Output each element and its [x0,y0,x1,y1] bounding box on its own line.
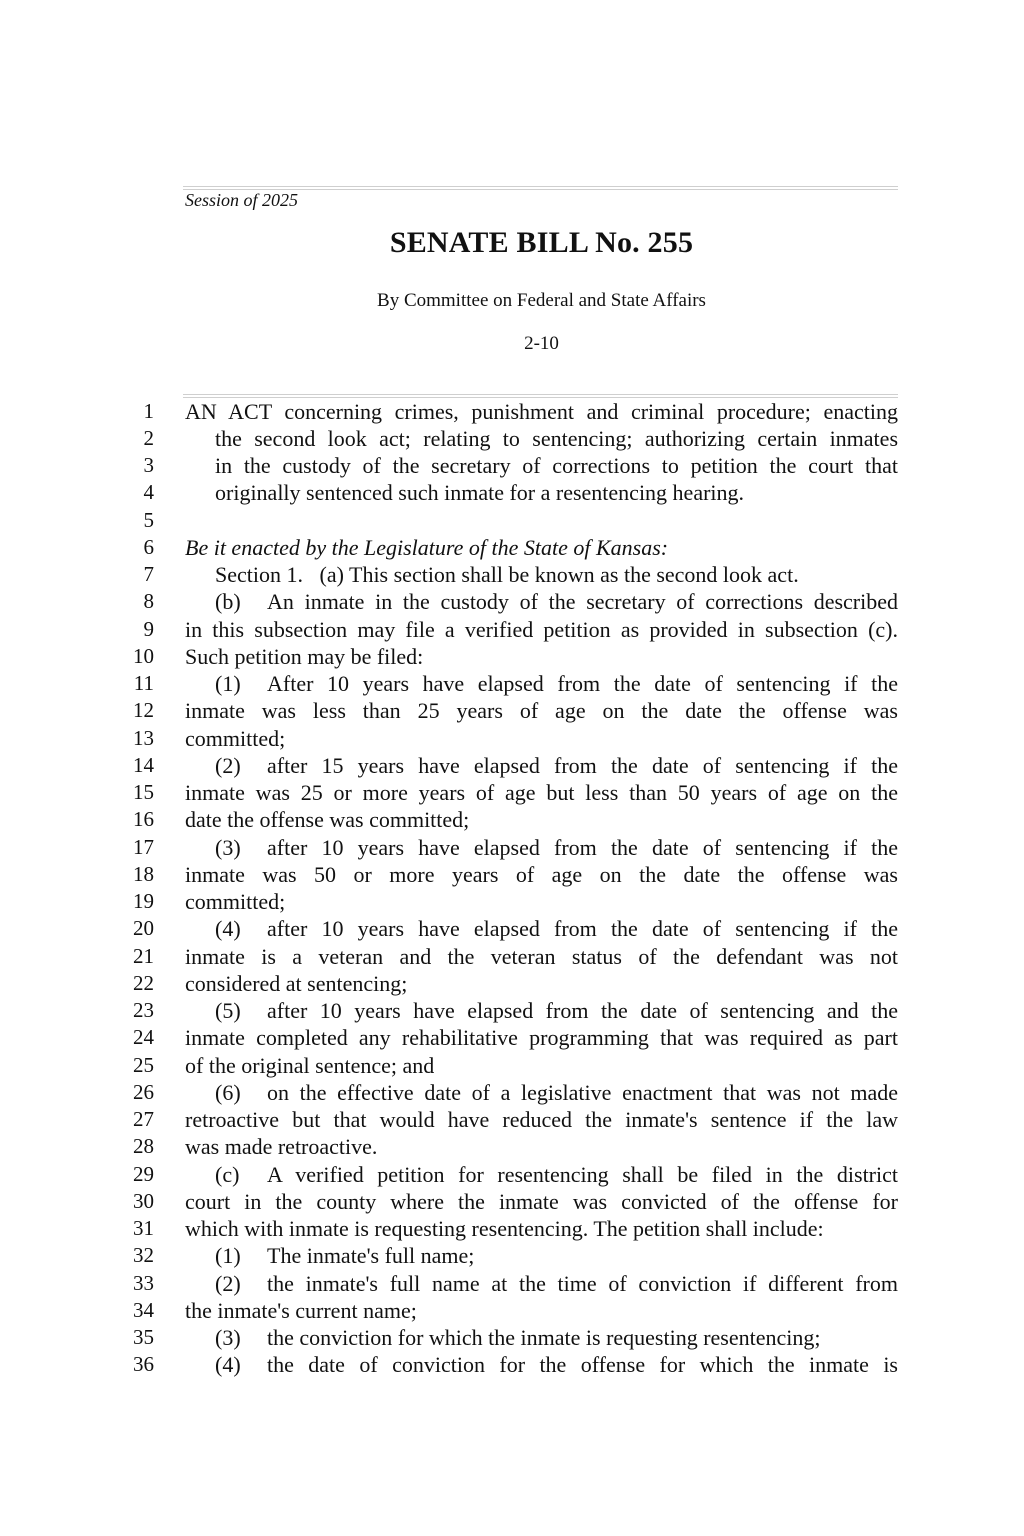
line-number: 27 [133,1107,154,1131]
body-line: Such petition may be filed: [185,644,424,669]
line-number: 5 [143,508,154,532]
body-line: of the original sentence; and [185,1053,435,1078]
item-label: (6) [215,1080,241,1105]
line-number: 10 [133,644,154,668]
line-number: 11 [133,671,154,695]
body-line: committed; [185,889,286,914]
item-2-line: (2) the inmate's full name at the time of conviction if different from [215,1271,898,1296]
line-number: 35 [133,1325,154,1349]
body-line: inmate is a veteran and the veteran status of the defendant was not [185,944,898,969]
item-4-line: (4) the date of conviction for the offense for which the inmate is [215,1352,898,1377]
line-number: 16 [133,807,154,831]
enacting-clause: Be it enacted by the Legislature of the State of Kansas: [185,535,669,560]
item-label: (4) [215,916,241,941]
body-line: inmate was 25 or more years of age but less than 50 years of age on the [185,780,898,805]
subsection-b-line: (b) An inmate in the custody of the secretary of corrections described [215,589,898,614]
body-line: inmate was less than 25 years of age on the date the offense was [185,698,898,723]
line-number: 13 [133,726,154,750]
line-number: 26 [133,1080,154,1104]
line-number: 19 [133,889,154,913]
body-line: inmate completed any rehabilitative programming that was required as part [185,1025,898,1050]
body-line: which with inmate is requesting resentencing. The petition shall include: [185,1216,824,1241]
line-number: 20 [133,916,154,940]
item-4-line: (4) after 10 years have elapsed from the date of sentencing if the [215,916,898,941]
line-number: 18 [133,862,154,886]
line-number: 8 [143,589,154,613]
session-label: Session of 2025 [185,190,299,210]
line-number: 17 [133,835,154,859]
line-number: 33 [133,1271,154,1295]
line-number: 14 [133,753,154,777]
line-number: 29 [133,1162,154,1186]
line-number: 1 [143,399,154,423]
item-3-line: (3) after 10 years have elapsed from the date of sentencing if the [215,835,898,860]
subsection-label: (b) [215,589,241,614]
line-number: 3 [143,453,154,477]
body-line: committed; [185,726,286,751]
body-line: was made retroactive. [185,1134,378,1159]
bill-title: SENATE BILL No. 255 [389,226,694,259]
line-number: 34 [133,1298,154,1322]
subsection-label: (c) [215,1162,240,1187]
item-label: (5) [215,998,241,1023]
title-line: originally sentenced such inmate for a resentencing hearing. [215,480,745,505]
line-number: 12 [133,698,154,722]
line-number: 6 [143,535,154,559]
line-number: 22 [133,971,154,995]
item-1-line: (1) After 10 years have elapsed from the date of sentencing if the [215,671,898,696]
line-number: 15 [133,780,154,804]
item-5-line: (5) after 10 years have elapsed from the date of sentencing and the [215,998,898,1023]
line-number: 21 [133,944,154,968]
item-label: (4) [215,1352,241,1377]
subsection-c-line: (c) A verified petition for resentencing shall be filed in the district [215,1162,898,1187]
line-number: 28 [133,1134,154,1158]
line-number: 25 [133,1053,154,1077]
line-number: 32 [133,1243,154,1267]
title-line: AN ACT concerning crimes, punishment and criminal procedure; enacting [185,399,898,424]
item-label: (2) [215,1271,241,1296]
title-line: the second look act; relating to sentencing; authorizing certain inmates [215,426,898,451]
item-label: (3) [215,835,241,860]
body-line: considered at sentencing; [185,971,408,996]
item-6-line: (6) on the effective date of a legislative enactment that was not made [215,1080,898,1105]
item-label: (1) [215,1243,241,1268]
line-number: 24 [133,1025,154,1049]
item-1-line: (1) The inmate's full name; [215,1243,475,1268]
body-line: court in the county where the inmate was convicted of the offense for [185,1189,898,1214]
line-number: 9 [143,617,154,641]
section-heading-line: Section 1. (a) This section shall be known as the second look act. [215,562,799,587]
line-number: 23 [133,998,154,1022]
line-number: 2 [143,426,154,450]
body-line: the inmate's current name; [185,1298,417,1323]
body-line: date the offense was committed; [185,807,470,832]
item-label: (3) [215,1325,241,1350]
title-line: in the custody of the secretary of corrections to petition the court that [215,453,898,478]
body-line: in this subsection may file a verified petition as provided in subsection (c). [185,617,898,642]
item-3-line: (3) the conviction for which the inmate is requesting resentencing; [215,1325,821,1350]
item-label: (1) [215,671,241,696]
item-2-line: (2) after 15 years have elapsed from the date of sentencing if the [215,753,898,778]
item-label: (2) [215,753,241,778]
line-number: 36 [133,1352,154,1376]
bill-date: 2-10 [524,333,559,354]
line-number: 31 [133,1216,154,1240]
line-number: 4 [143,480,154,504]
line-number: 7 [143,562,154,586]
line-number: 30 [133,1189,154,1213]
body-line: inmate was 50 or more years of age on the date the offense was [185,862,898,887]
bill-sponsor: By Committee on Federal and State Affairs [377,290,706,311]
body-line: retroactive but that would have reduced the inmate's sentence if the law [185,1107,898,1132]
